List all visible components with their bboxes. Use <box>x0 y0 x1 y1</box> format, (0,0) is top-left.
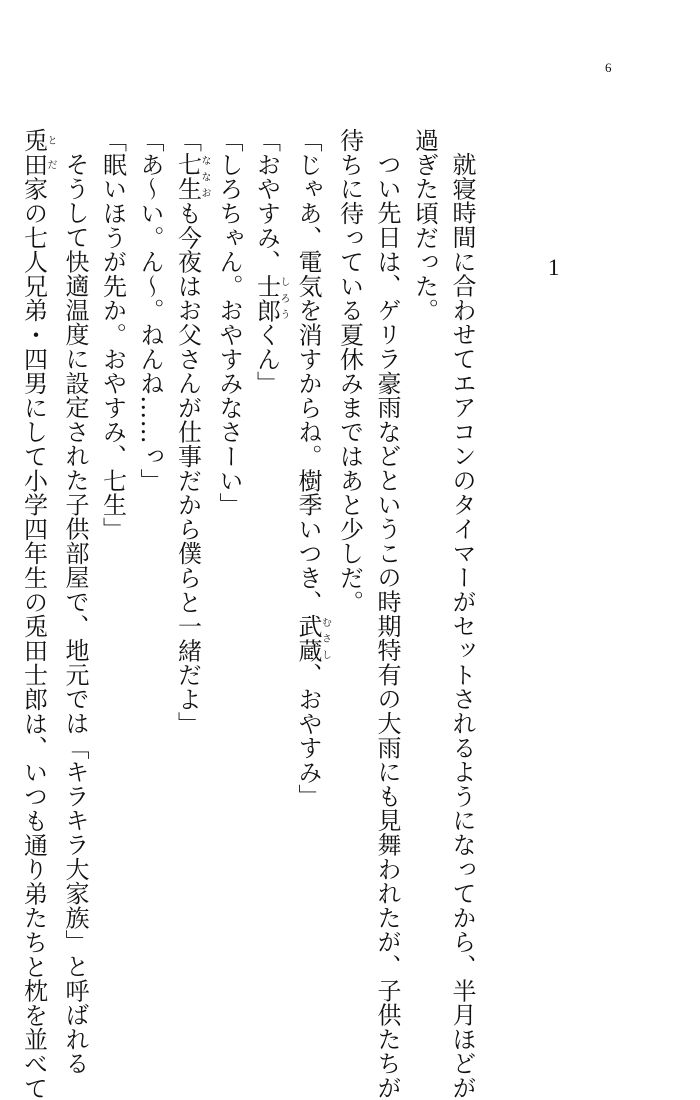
text-line-3: つい先日は、ゲリラ豪雨などというこの時期特有の大雨にも見舞われたが、子供たちが <box>373 152 401 1100</box>
text-line-7: 「しろちゃん。おやすみなさーい」 <box>215 128 243 517</box>
text-line-11: そうして快適温度に設定された子供部屋で、地元では「キラキラ大家族」と呼ばれる <box>61 152 89 1076</box>
furigana: 士郎しろう <box>252 273 289 323</box>
furigana: 武蔵むさし <box>294 614 331 663</box>
text-line-8: 「七生ななおも今夜はお父さんが仕事だから僕らと一緒だよ」 <box>173 128 210 736</box>
text-line-10: 「眠いほうが先か。おやすみ、七生」 <box>98 128 127 542</box>
text-line-2: 過ぎた頃だった。 <box>410 128 439 323</box>
text-line-9: 「あ～い。ん～。ねんね……っ」 <box>136 128 164 493</box>
page-number: 6 <box>605 60 612 75</box>
body-text <box>14 128 480 1100</box>
text-line-1: 就寝時間に合わせてエアコンのタイマーがセットされるようになってから、半月ほどが <box>448 152 476 1100</box>
text-line-5: 「じゃあ、電気を消すからね。樹季いつき、武蔵むさし、おやすみ」 <box>294 128 331 809</box>
text-line-6: 「おやすみ、士郎しろうくん」 <box>252 128 289 396</box>
chapter-number: 1 <box>548 255 560 280</box>
furigana: 七生ななお <box>173 152 210 201</box>
text-line-12: 兎田とだ家の七人兄弟・四男にして小学四年生の兎田士郎は、いつも通り弟たちと枕を並べて <box>19 128 56 1100</box>
text-line-4: 待ちに待っている夏休みまではあと少しだ。 <box>335 128 364 614</box>
furigana: 兎田とだ <box>19 128 56 177</box>
